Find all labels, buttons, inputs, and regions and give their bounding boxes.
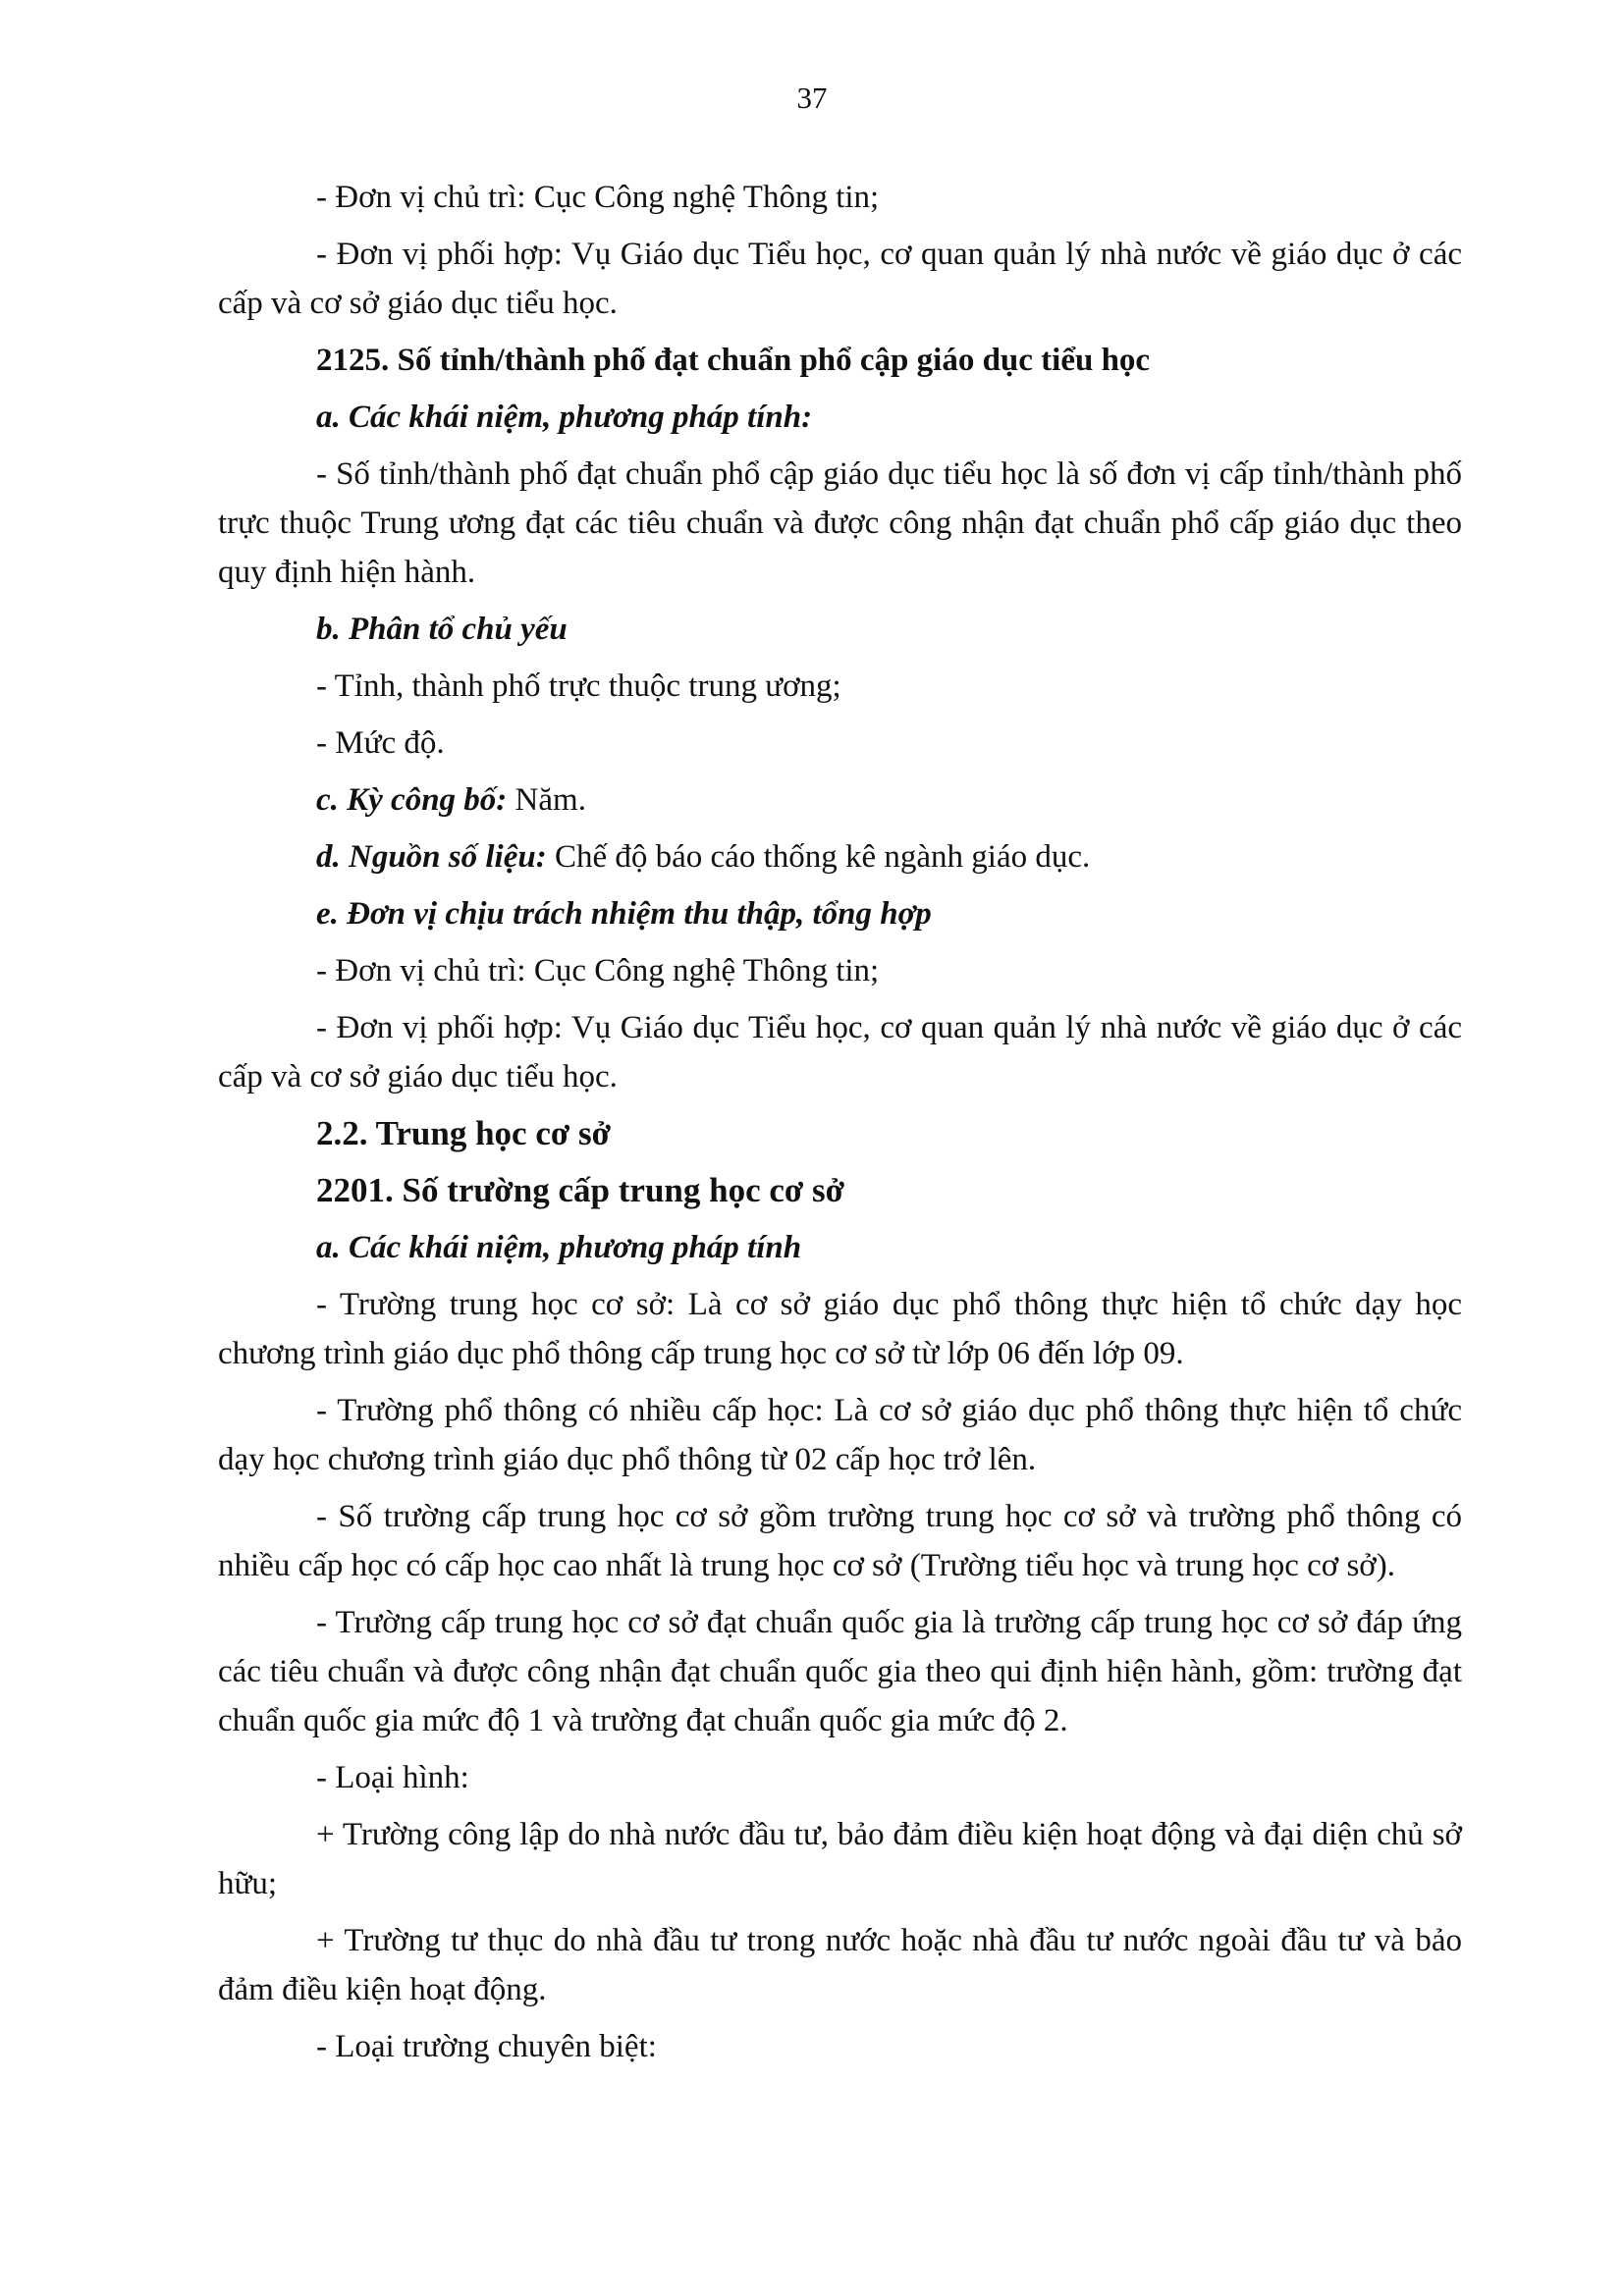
- labeled-paragraph: [218, 775, 1462, 825]
- body-paragraph: - Đơn vị chủ trì: Cục Công nghệ Thông tin;: [316, 953, 880, 988]
- list-item: - Mức độ.: [316, 725, 445, 761]
- section-heading-2-2: 2.2. Trung học cơ sở: [316, 1114, 611, 1152]
- page-number: 37: [796, 80, 828, 115]
- body-paragraph: - Số tỉnh/thành phố đạt chuẩn phổ cập giáo dục tiểu học là số đơn vị cấp tỉnh/thành phố trực thuộc Trung ương đạt các tiêu chuẩn và được công nhận đạt chuẩn phổ cấp giáo dục theo quy định hiện hành.: [218, 456, 1462, 590]
- body-paragraph: - Trường trung học cơ sở: Là cơ sở giáo dục phổ thông thực hiện tổ chức dạy học chương trình giáo dục phổ thông cấp trung học cơ sở từ lớp 06 đến lớp 09.: [218, 1287, 1462, 1371]
- subsection-heading: a. Các khái niệm, phương pháp tính:: [316, 400, 813, 435]
- body-paragraph: - Số trường cấp trung học cơ sở gồm trường trung học cơ sở và trường phổ thông có nhiều cấp học có cấp học cao nhất là trung học cơ sở (Trường tiểu học và trung học cơ sở).: [218, 1499, 1462, 1583]
- subsection-heading: a. Các khái niệm, phương pháp tính: [316, 1230, 802, 1265]
- body-paragraph: - Trường cấp trung học cơ sở đạt chuẩn quốc gia là trường cấp trung học cơ sở đáp ứng các tiêu chuẩn và được công nhận đạt chuẩn quốc gia theo qui định hiện hành, gồm: trường đạt chuẩn quốc gia mức độ 1 và trường đạt chuẩn quốc gia mức độ 2.: [218, 1605, 1462, 1738]
- list-item: - Loại trường chuyên biệt:: [316, 2029, 657, 2064]
- inline-value: Năm.: [507, 782, 586, 818]
- inline-value: Chế độ báo cáo thống kê ngành giáo dục.: [546, 839, 1091, 875]
- subsection-heading: e. Đơn vị chịu trách nhiệm thu thập, tổng hợp: [316, 896, 932, 932]
- body-paragraph: - Đơn vị phối hợp: Vụ Giáo dục Tiểu học, cơ quan quản lý nhà nước về giáo dục ở các cấp và cơ sở giáo dục tiểu học.: [218, 237, 1462, 321]
- body-paragraph: - Trường phổ thông có nhiều cấp học: Là cơ sở giáo dục phổ thông thực hiện tổ chức dạy học chương trình giáo dục phổ thông từ 02 cấp học trở lên.: [218, 1393, 1462, 1477]
- subsection-heading: b. Phân tổ chủ yếu: [316, 612, 568, 647]
- list-item: - Loại hình:: [316, 1760, 469, 1795]
- inline-label: d. Nguồn số liệu:: [316, 839, 547, 875]
- section-heading-2201: 2201. Số trường cấp trung học cơ sở: [316, 1171, 845, 1209]
- labeled-paragraph: [218, 832, 1462, 881]
- section-heading-2125: 2125. Số tỉnh/thành phố đạt chuẩn phổ cập giáo dục tiểu học: [316, 343, 1151, 378]
- page-body: [218, 173, 1462, 2071]
- list-item: + Trường tư thục do nhà đầu tư trong nước hoặc nhà đầu tư nước ngoài đầu tư và bảo đảm điều kiện hoạt động.: [218, 1923, 1462, 2007]
- list-item: + Trường công lập do nhà nước đầu tư, bảo đảm điều kiện hoạt động và đại diện chủ sở hữu;: [218, 1817, 1462, 1901]
- inline-label: c. Kỳ công bố:: [316, 782, 508, 818]
- body-paragraph: - Đơn vị phối hợp: Vụ Giáo dục Tiểu học, cơ quan quản lý nhà nước về giáo dục ở các cấp và cơ sở giáo dục tiểu học.: [218, 1010, 1462, 1095]
- list-item: - Tỉnh, thành phố trực thuộc trung ương;: [316, 668, 841, 704]
- body-paragraph: - Đơn vị chủ trì: Cục Công nghệ Thông tin;: [316, 180, 880, 215]
